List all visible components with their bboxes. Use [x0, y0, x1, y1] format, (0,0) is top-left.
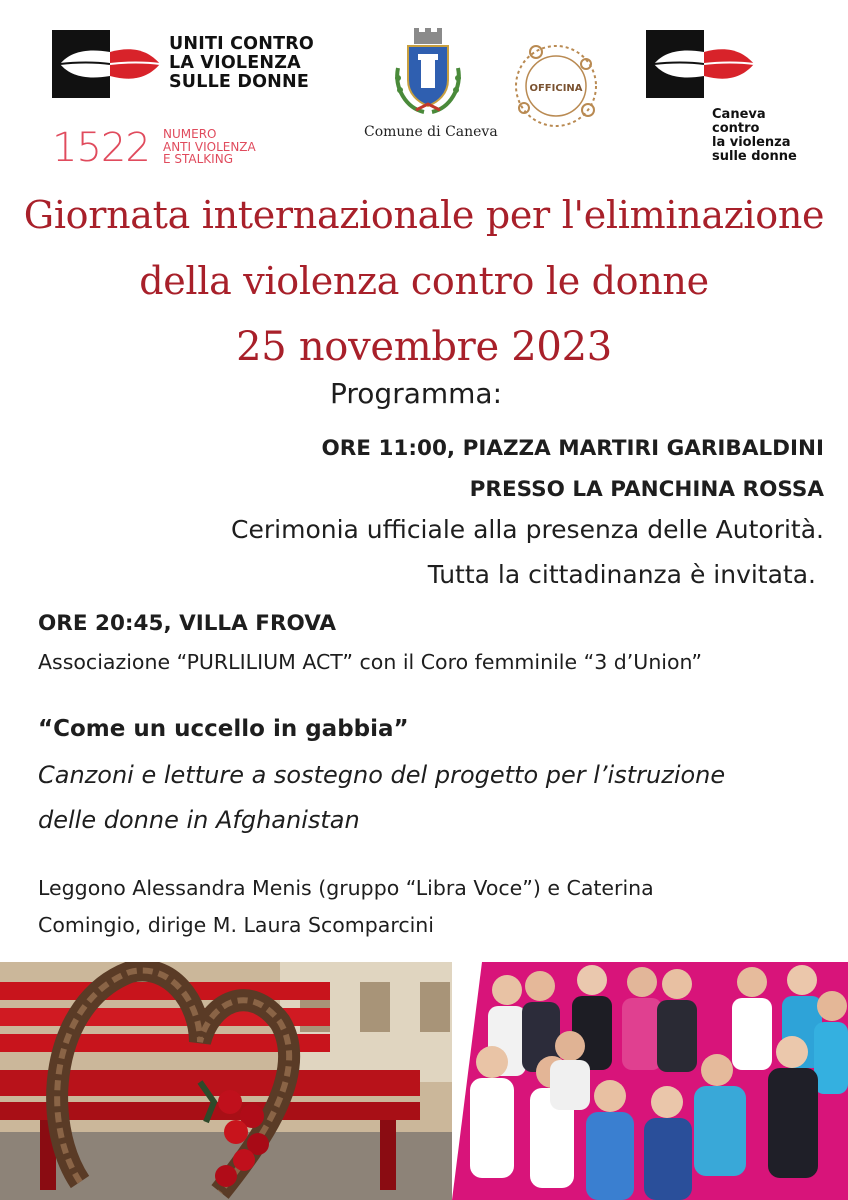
comune-crest-icon	[388, 28, 468, 118]
title-line-1: Giornata internazionale per l'eliminazione	[23, 193, 825, 237]
show-title: “Come un uccello in gabbia”	[38, 716, 409, 742]
caneva-logo-text: Caneva contro la violenza sulle donne	[712, 107, 797, 164]
program-heading: Programma:	[330, 377, 503, 410]
officina-logo-text: OFFICINA	[529, 83, 583, 94]
event2-time-place: ORE 20:45, VILLA FROVA	[38, 611, 337, 636]
show-subtitle-2: delle donne in Afghanistan	[38, 806, 360, 834]
readers-line-2: Comingio, dirige M. Laura Scomparcini	[38, 913, 434, 937]
event-date: 25 novembre 2023	[236, 324, 612, 370]
caneva-lips-logo	[646, 30, 762, 98]
choir-group-photo	[452, 962, 848, 1200]
event2-association: Associazione “PURLILIUM ACT” con il Coro femminile “3 d’Union”	[38, 650, 703, 674]
title-line-2: della violenza contro le donne	[139, 259, 709, 303]
event1-desc-1: Cerimonia ufficiale alla presenza delle Autorità.	[231, 515, 824, 544]
event1-location: PRESSO LA PANCHINA ROSSA	[469, 477, 824, 502]
officina-logo	[506, 38, 606, 134]
readers-line-1: Leggono Alessandra Menis (gruppo “Libra Voce”) e Caterina	[38, 876, 654, 900]
show-subtitle-1: Canzoni e letture a sostegno del progetto per l’istruzione	[38, 761, 726, 789]
comune-label: Comune di Caneva	[364, 124, 498, 140]
red-bench-wreath-photo	[0, 962, 462, 1200]
uniti-contro-lips-logo	[52, 30, 168, 98]
uniti-contro-logo-text: UNITI CONTRO LA VIOLENZA SULLE DONNE	[169, 34, 314, 92]
helpline-number: 1522	[52, 125, 150, 171]
event1-time-place: ORE 11:00, PIAZZA MARTIRI GARIBALDINI	[321, 436, 824, 461]
event1-desc-2: Tutta la cittadinanza è invitata.	[427, 560, 816, 589]
helpline-label: NUMERO ANTI VIOLENZA E STALKING	[163, 127, 256, 166]
